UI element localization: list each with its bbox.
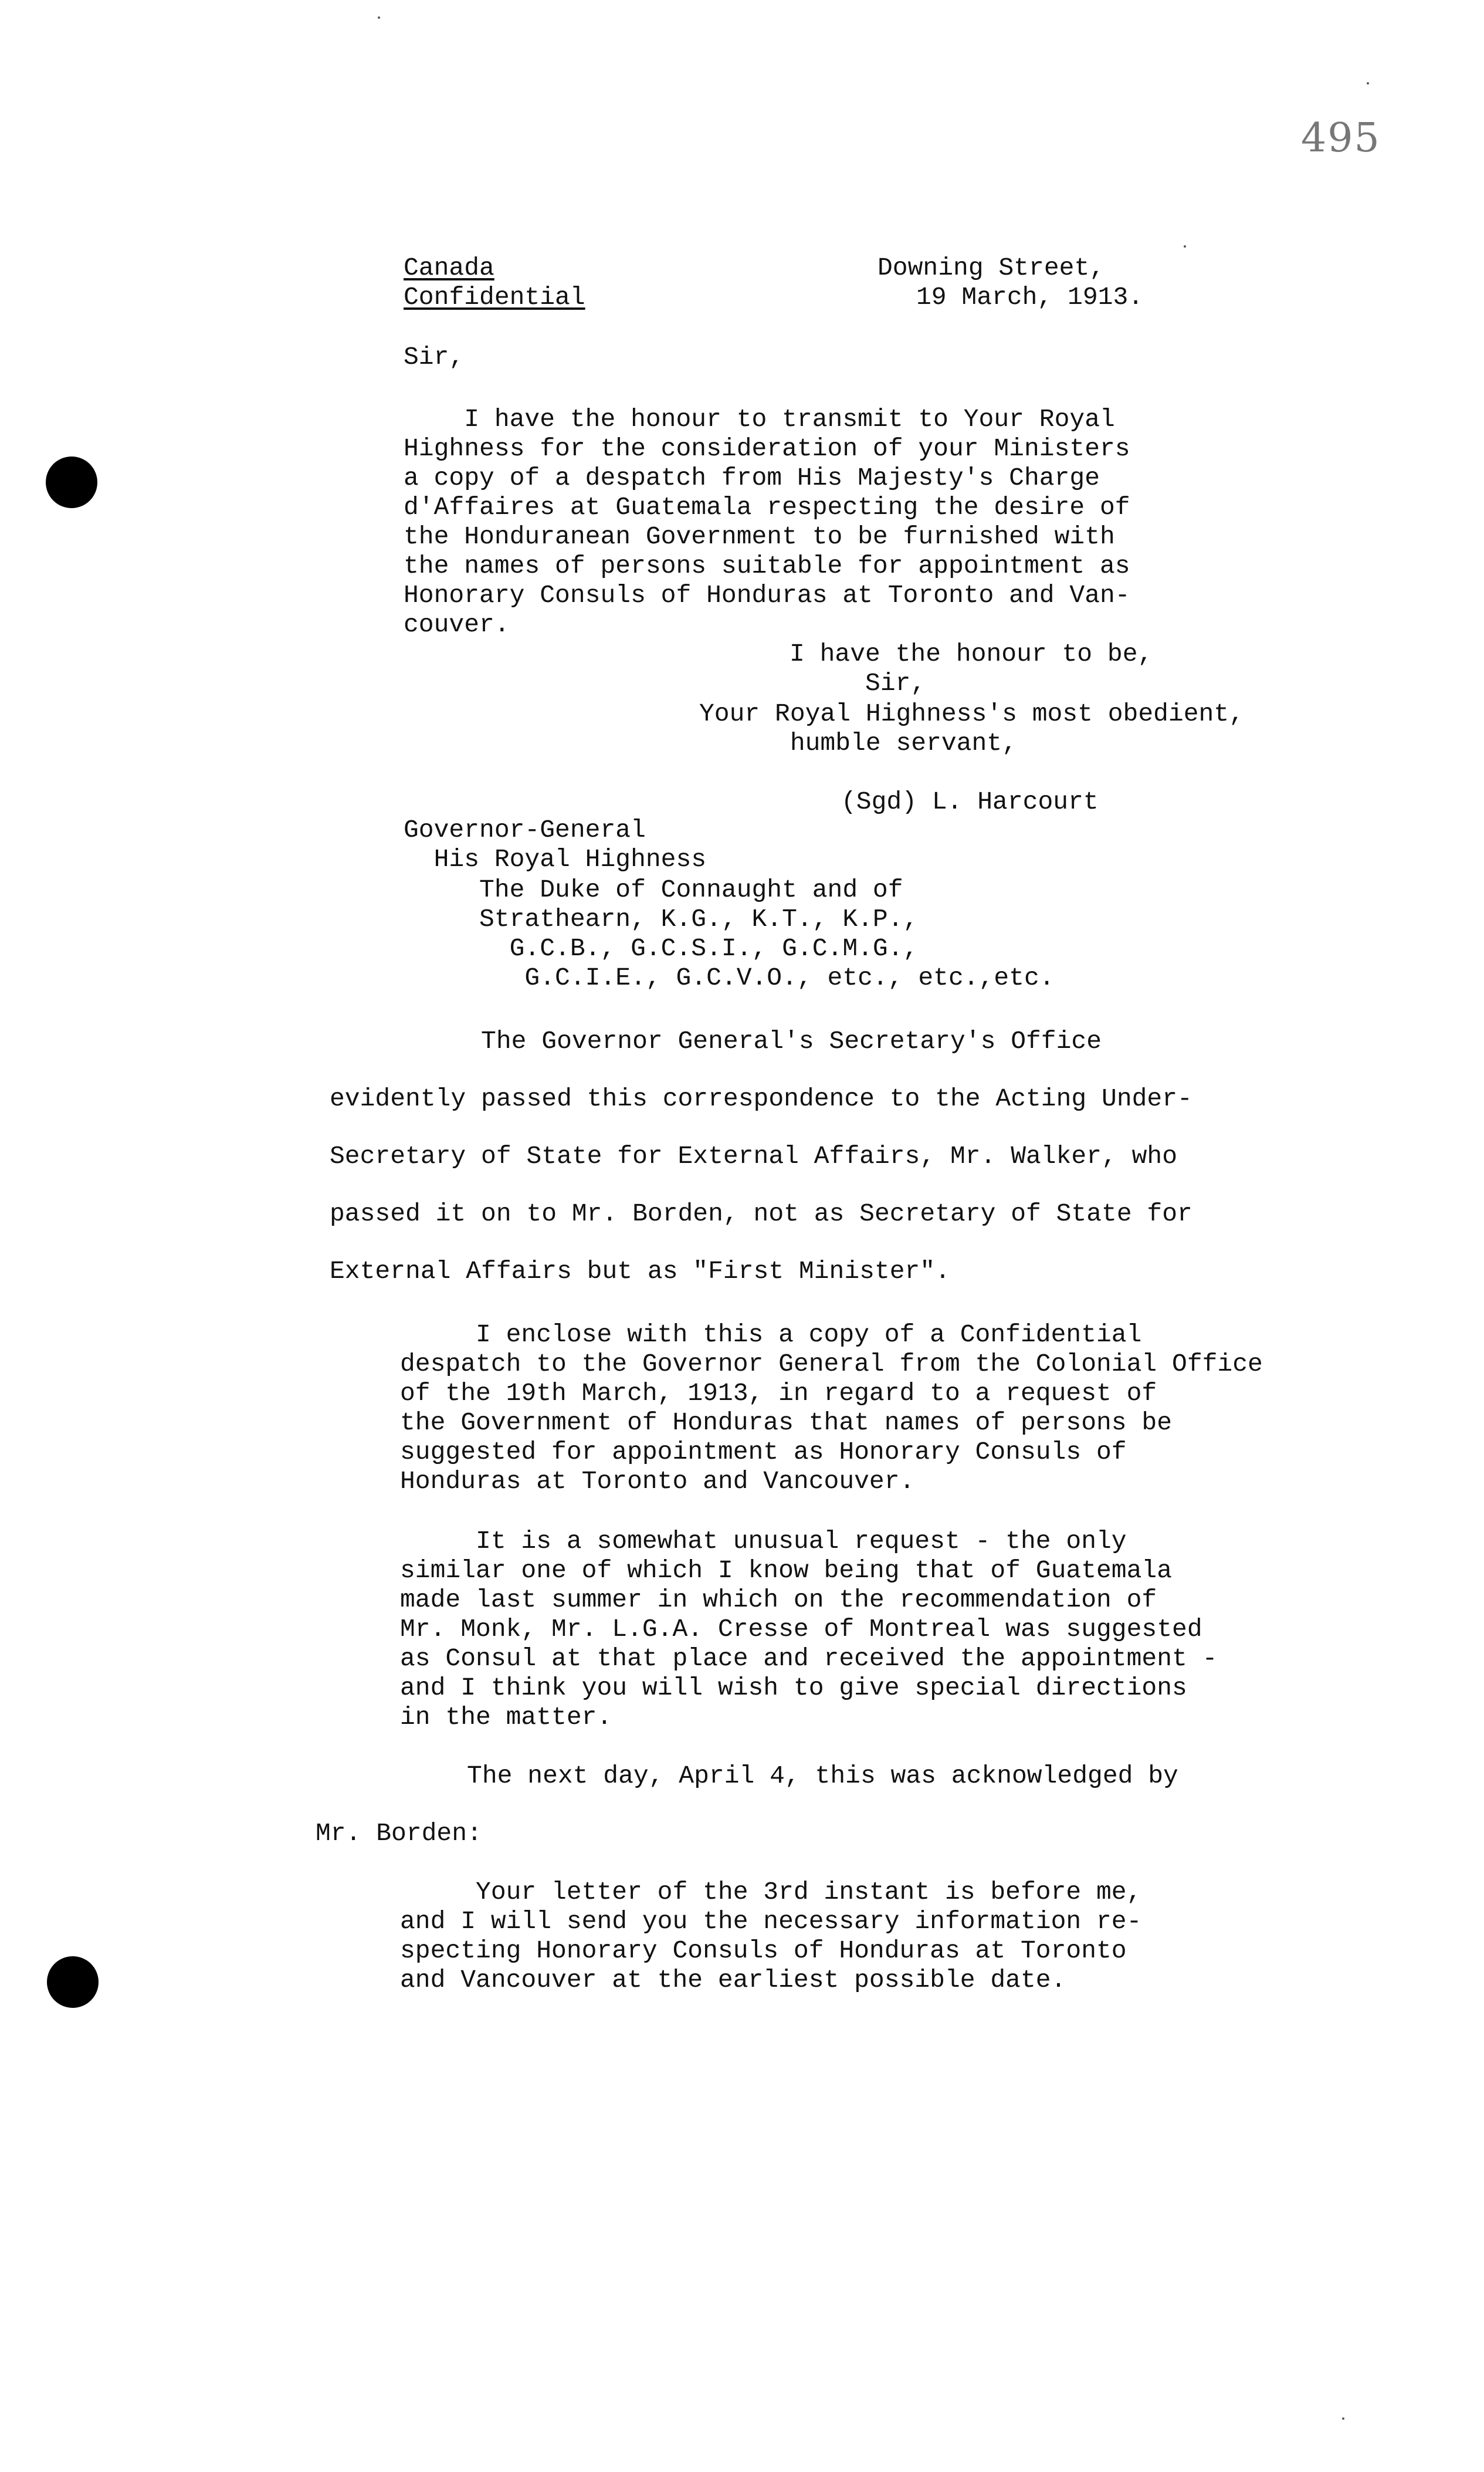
letter-body-line: I have the honour to transmit to Your Royal [404, 405, 1115, 434]
letter-body-line: couver. [404, 610, 510, 639]
closing-line: I have the honour to be, [790, 640, 1153, 668]
narrative-line: evidently passed this correspondence to the Acting Under- [330, 1084, 1192, 1113]
narrative-line: Secretary of State for External Affairs, Mr. Walker, who [330, 1142, 1178, 1171]
addressee-line: Governor-General [404, 816, 646, 844]
quoted-line: of the 19th March, 1913, in regard to a request of [400, 1379, 1157, 1408]
addressee-line: G.C.I.E., G.C.V.O., etc., etc.,etc. [404, 963, 1055, 992]
addressee-line: The Duke of Connaught and of [404, 875, 903, 904]
letter-salutation: Sir, [404, 343, 465, 371]
quoted-line: as Consul at that place and received the appointment - [400, 1644, 1218, 1673]
heading-date: 19 March, 1913. [916, 283, 1144, 312]
scan-speck [1342, 2417, 1344, 2420]
letter-body-line: d'Affaires at Guatemala respecting the desire of [404, 493, 1130, 522]
narrative-line: passed it on to Mr. Borden, not as Secretary of State for [330, 1199, 1192, 1228]
quoted-line: made last summer in which on the recommendation of [400, 1585, 1157, 1614]
quoted-line: and I think you will wish to give special directions [400, 1673, 1187, 1702]
addressee-line: Strathearn, K.G., K.T., K.P., [404, 905, 919, 934]
quoted-line: despatch to the Governor General from the Colonial Office [400, 1350, 1263, 1378]
scan-speck [1367, 82, 1369, 84]
letter-signature: (Sgd) L. Harcourt [841, 787, 1099, 816]
letter-body-line: Honorary Consuls of Honduras at Toronto and Van- [404, 581, 1130, 610]
quoted-line: suggested for appointment as Honorary Consuls of [400, 1438, 1127, 1466]
heading-place: Downing Street, [877, 253, 1105, 282]
quoted-line: similar one of which I know being that of Guatemala [400, 1556, 1173, 1585]
quoted-line: Your letter of the 3rd instant is before me, [400, 1878, 1142, 1906]
heading-country: Canada [404, 253, 494, 282]
heading-classification: Confidential [404, 283, 585, 312]
narrative-line: The Governor General's Secretary's Office [330, 1027, 1102, 1056]
quoted-line: Honduras at Toronto and Vancouver. [400, 1467, 915, 1496]
scan-speck [1184, 245, 1186, 248]
narrative-line: The next day, April 4, this was acknowledged by [316, 1761, 1178, 1790]
page-number: 495 [1301, 115, 1381, 161]
quoted-line: and Vancouver at the earliest possible date. [400, 1966, 1066, 1994]
quoted-line: the Government of Honduras that names of persons be [400, 1408, 1173, 1437]
narrative-line: Mr. Borden: [316, 1819, 482, 1848]
quoted-line: and I will send you the necessary information re- [400, 1907, 1142, 1936]
quoted-line: specting Honorary Consuls of Honduras at Toronto [400, 1936, 1127, 1965]
letter-body-line: a copy of a despatch from His Majesty's Charge [404, 464, 1100, 492]
narrative-line: External Affairs but as "First Minister". [330, 1257, 950, 1286]
addressee-line: G.C.B., G.C.S.I., G.C.M.G., [404, 934, 919, 963]
quoted-line: I enclose with this a copy of a Confidential [400, 1320, 1142, 1349]
scan-speck [378, 16, 380, 19]
quoted-line: in the matter. [400, 1703, 612, 1732]
addressee-line: His Royal Highness [404, 845, 707, 874]
punch-hole-top [46, 456, 97, 508]
quoted-line: Mr. Monk, Mr. L.G.A. Cresse of Montreal was suggested [400, 1615, 1202, 1644]
quoted-line: It is a somewhat unusual request - the only [400, 1527, 1127, 1555]
letter-body-line: the names of persons suitable for appointment as [404, 552, 1130, 580]
closing-line: humble servant, [699, 729, 1017, 758]
closing-line: Sir, [790, 669, 926, 698]
letter-body-line: Highness for the consideration of your Ministers [404, 434, 1130, 463]
punch-hole-bottom [47, 1956, 99, 2008]
closing-line: Your Royal Highness's most obedient, [699, 699, 1244, 728]
letter-body-line: the Honduranean Government to be furnished with [404, 522, 1115, 551]
